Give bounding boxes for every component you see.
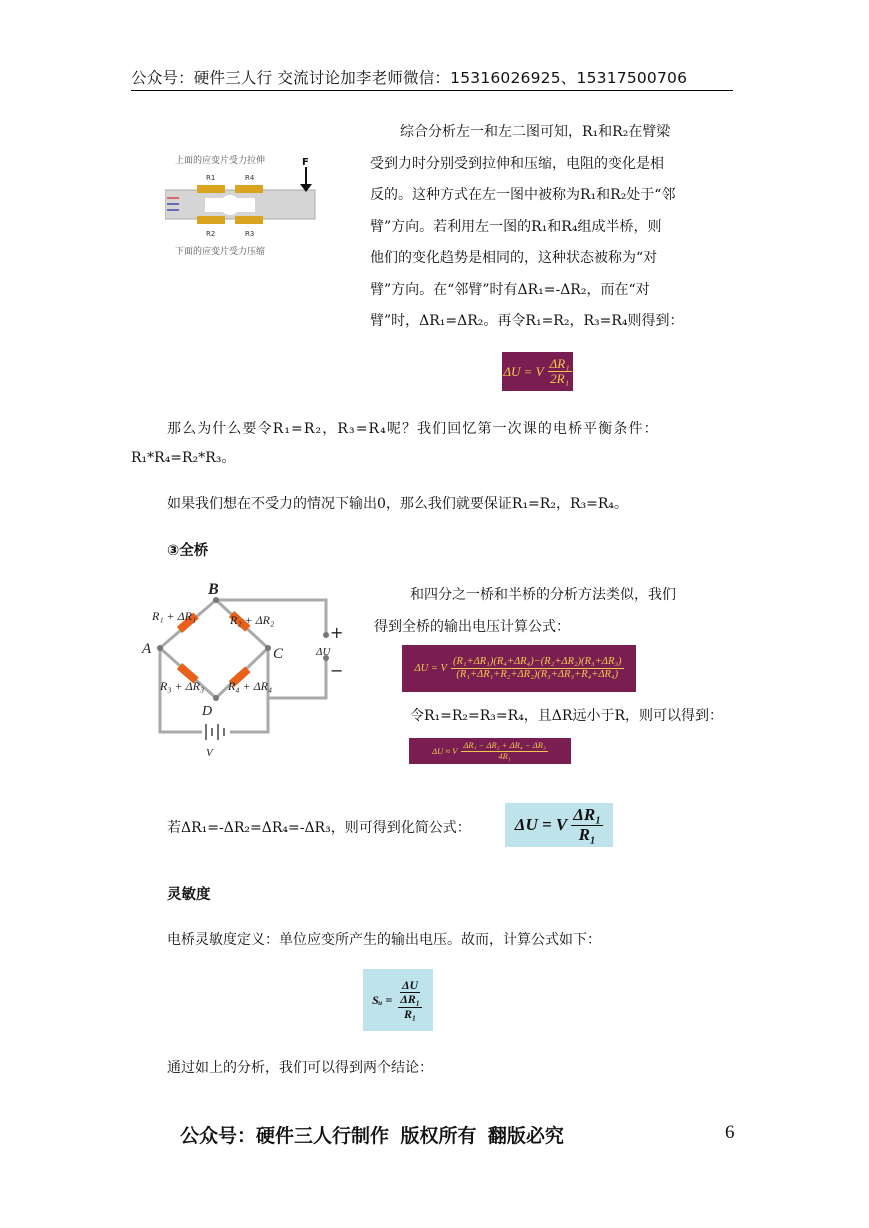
para-full-bridge: 和四分之一桥和半桥的分析方法类似，我们 得到全桥的输出电压计算公式： <box>374 587 676 635</box>
delta-u-label: ΔU <box>316 646 331 658</box>
fig1-bottom-caption: 下面的应变片受力压缩 <box>175 247 266 257</box>
node-c-label: C <box>273 646 284 662</box>
para-analysis: 综合分析左一和左二图可知，R₁和R₂在臂梁 受到力时分别受到拉伸和压缩，电阻的变化是相 反的。这种方式在左一图中被称为R₁和R₂处于“邻 臂”方向。若利用左一图的R₁和R₄组成半桥，则 他们的变化趋势是相同的，这种状态被称为“对 臂”方向。在“邻臂”时有ΔR₁=-ΔR₂，而在“对 臂”时，ΔR₁=ΔR₂。再令R₁=R₂，R₃=R₄则得到： <box>370 124 684 329</box>
heading-sensitivity: 灵敏度 <box>167 887 211 903</box>
r4-label: R₄ + ΔR₄ <box>228 679 273 693</box>
equation-simplified: ΔU = V $\frac{\text{ΔR₁}}{\text{R₁}}$ <box>505 803 613 847</box>
equation-sensitivity: Sᵤ = $\frac{\Delta U}{\frac{\text{ΔR₁}}{\text{R₁}}}$ <box>363 969 433 1031</box>
strain-gauge-figure <box>165 150 320 268</box>
r1-label: R₁ + ΔR₁ <box>152 609 197 623</box>
para-approx: 令R₁=R₂=R₃=R₄，且ΔR远小于R，则可以得到： <box>410 708 723 724</box>
heading-full-bridge: ③全桥 <box>167 543 209 559</box>
node-b-label: B <box>208 581 219 598</box>
svg-text:+: + <box>330 623 344 642</box>
para-conclusion: 通过如上的分析，我们可以得到两个结论： <box>167 1060 433 1076</box>
svg-text:R4: R4 <box>245 174 255 182</box>
para-simplified: 若ΔR₁=-ΔR₂=ΔR₄=-ΔR₃，则可得到化简公式： <box>167 820 471 836</box>
svg-text:R2: R2 <box>206 230 216 238</box>
para-sensitivity-def: 电桥灵敏度定义：单位应变所产生的输出电压。故而，计算公式如下： <box>167 932 601 948</box>
node-d-label: D <box>202 704 213 719</box>
equation-half-bridge: ΔU = V $\frac{\text{ΔR₁}}{\text{2R₁}}$ <box>502 352 573 391</box>
r3-label: R₃ + ΔR₃ <box>160 679 205 693</box>
page-number: 6 <box>725 1122 735 1143</box>
svg-text:R1: R1 <box>206 174 216 182</box>
equation-full-bridge: ΔU = V $\frac{\text{(R₁+ΔR₁)(R₄+ΔR₄)−(R₂+ΔR₂)(R₃+ΔR₃)}}{\text{(R₁+ΔR₁+R₂+ΔR₂)(R₃+ΔR₃+R₄+ΔR₄)}}$ <box>402 645 636 692</box>
page-footer: 公众号：硬件三人行制作 版权所有 翻版必究 <box>180 1125 564 1147</box>
equation-full-bridge-approx: ΔU ≈ V $\frac{\text{ΔR₁ − ΔR₂ + ΔR₄ − ΔR₃}}{\text{4R₁}}$ <box>409 738 571 764</box>
para-zero-output: 如果我们想在不受力的情况下输出0，那么我们就要保证R₁=R₂，R₃=R₄。 <box>167 496 628 512</box>
source-v-label: V <box>206 747 213 759</box>
force-label: F <box>302 157 309 168</box>
svg-text:R3: R3 <box>245 230 255 238</box>
para-why-equal: 那么为什么要令R₁=R₂，R₃=R₄呢？我们回忆第一次课的电桥平衡条件： R₁*R₄=R₂*R₃。 <box>131 421 659 466</box>
page-header: 公众号：硬件三人行 交流讨论加李老师微信：15316026925、15317500706 <box>131 66 733 91</box>
svg-text:−: − <box>330 661 344 680</box>
fig1-top-caption: 上面的应变片受力拉伸 <box>175 156 266 166</box>
node-a-label: A <box>142 641 152 657</box>
full-bridge-circuit <box>140 578 360 763</box>
r2-label: R₂ + ΔR₂ <box>230 613 275 627</box>
